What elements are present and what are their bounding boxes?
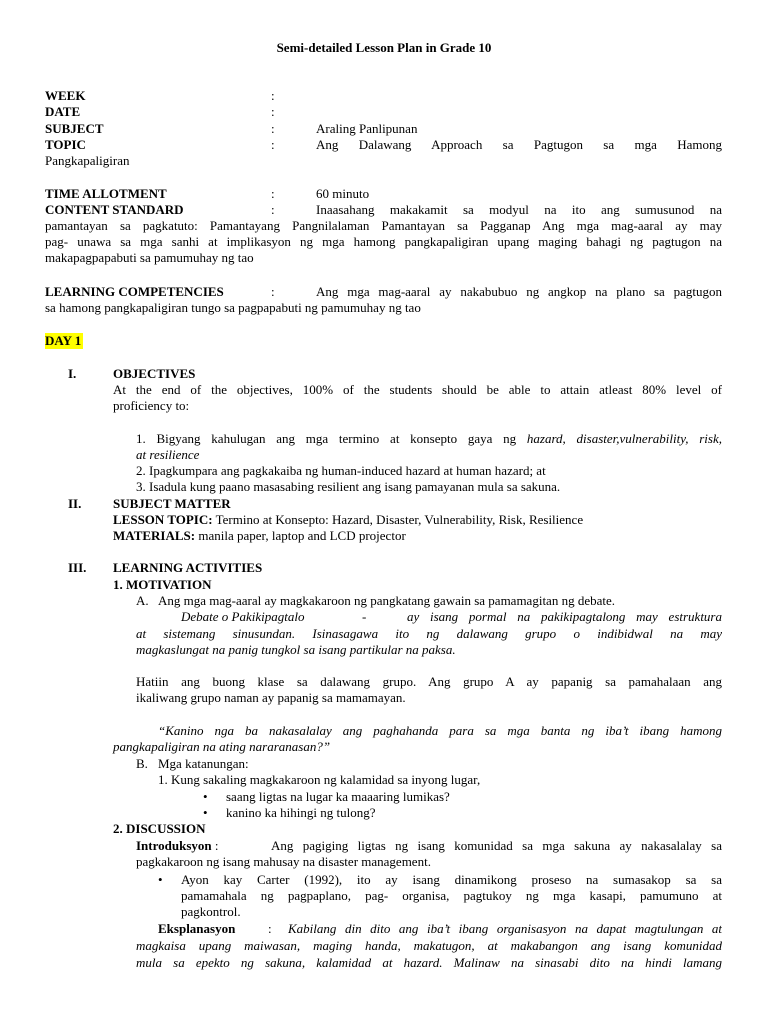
grouping-instruction: Hatiin ang buong klase sa dalawang grupo. Ang grupo A ay papanig sa pamahalaan ang bbox=[136, 674, 722, 689]
bullet-icon: • bbox=[203, 789, 208, 804]
objectives-number: I. bbox=[68, 366, 77, 381]
topic-label: TOPIC bbox=[45, 137, 86, 152]
content-standard-value: Inaasahang makakamit sa modyul na ito ang sumusunod na bbox=[316, 202, 722, 217]
content-standard-line2: pamantayan sa pagkatuto: Pamantayang Pangnilalaman Pamantayan sa Pagganap Ang mga mag-aaral ay may bbox=[45, 218, 722, 233]
lesson-topic: LESSON TOPIC: Termino at Konsepto: Hazard, Disaster, Vulnerability, Risk, Resilience bbox=[113, 512, 584, 527]
objective-item-1: 1. Bigyang kahulugan ang mga termino at konsepto gaya ng hazard, disaster,vulnerability, risk, bbox=[136, 431, 722, 446]
discussion-heading: 2. DISCUSSION bbox=[113, 821, 206, 836]
content-standard-label: CONTENT STANDARD bbox=[45, 202, 184, 217]
item-a-label: A. bbox=[136, 593, 149, 608]
topic-value-cont: Pangkapaligiran bbox=[45, 153, 130, 168]
activities-number: III. bbox=[68, 560, 87, 575]
bullet-icon: • bbox=[203, 805, 208, 820]
objective-item-1-cont: at resilience bbox=[136, 447, 200, 462]
page-title: Semi-detailed Lesson Plan in Grade 10 bbox=[276, 40, 492, 55]
materials: MATERIALS: manila paper, laptop and LCD projector bbox=[113, 528, 406, 543]
date-label: DATE bbox=[45, 104, 81, 119]
debate-question: “Kanino nga ba nakasalalay ang paghahanda para sa mga banta ng iba’t ibang hamong bbox=[158, 723, 722, 738]
debate-dash: - bbox=[362, 609, 367, 624]
carter-definition-line3: pagkontrol. bbox=[181, 904, 241, 919]
week-colon: : bbox=[271, 88, 275, 103]
day-label: DAY 1 bbox=[45, 333, 82, 348]
debate-definition-line2: at sistemang sinusundan. Isinasagawa ito ng dalawang grupo o indibidwal na may bbox=[136, 626, 722, 641]
question-1-bullet-1: saang ligtas na lugar ka maaaring lumikas? bbox=[226, 789, 450, 804]
subject-matter-heading: SUBJECT MATTER bbox=[113, 496, 231, 511]
learning-competencies-line2: sa hamong pangkapaligiran tungo sa pagpapabuti ng pamumuhay ng tao bbox=[45, 300, 421, 315]
objective-item-2: 2. Ipagkumpara ang pagkakaiba ng human-induced hazard at human hazard; at bbox=[136, 463, 546, 478]
objective-item-3: 3. Isadula kung paano masasabing resilient ang isang pamayanan mula sa sakuna. bbox=[136, 479, 561, 494]
learning-competencies-label: LEARNING COMPETENCIES bbox=[45, 284, 224, 299]
eksplanasyon-label: Eksplanasyon bbox=[158, 921, 236, 936]
bullet-icon: • bbox=[158, 872, 163, 887]
objectives-heading: OBJECTIVES bbox=[113, 366, 196, 381]
eksplanasyon-text-line3: mula sa epekto ng sakuna, kalamidad at hazard. Malinaw na sinasabi dito na hindi lamang bbox=[136, 955, 722, 970]
eksplanasyon-text: Kabilang din dito ang iba’t ibang organisasyon na dapat magtulungan at bbox=[288, 921, 722, 936]
eksplanasyon-colon: : bbox=[268, 921, 272, 936]
week-label: WEEK bbox=[45, 88, 86, 103]
topic-value: Ang Dalawang Approach sa Pagtugon sa mga Hamong bbox=[316, 137, 722, 152]
debate-question-cont: pangkapaligiran na ating nararanasan?” bbox=[113, 739, 331, 754]
debate-definition-line3: magkaslungat na panig tungkol sa isang partikular na paksa. bbox=[136, 642, 456, 657]
debate-definition: ay isang pormal na pakikipagtalong may estruktura bbox=[407, 609, 722, 624]
introduksyon-text-cont: pagkakaroon ng isang mahusay na disaster management. bbox=[136, 854, 431, 869]
motivation-heading: 1. MOTIVATION bbox=[113, 577, 212, 592]
item-a-text: Ang mga mag-aaral ay magkakaroon ng pangkatang gawain sa pamamagitan ng debate. bbox=[158, 593, 615, 608]
debate-term: Debate o Pakikipagtalo bbox=[181, 609, 305, 624]
eksplanasyon-text-line2: magkaisa upang maiwasan, maging handa, makatugon, at makabangon ang isang komunidad bbox=[136, 938, 722, 953]
activities-heading: LEARNING ACTIVITIES bbox=[113, 560, 263, 575]
time-value: 60 minuto bbox=[316, 186, 370, 201]
learning-competencies-value: Ang mga mag-aaral ay nakabubuo ng angkop na plano sa pagtugon bbox=[316, 284, 722, 299]
subject-value: Araling Panlipunan bbox=[316, 121, 418, 136]
date-colon: : bbox=[271, 104, 275, 119]
learning-competencies-colon: : bbox=[271, 284, 275, 299]
objectives-intro-cont: proficiency to: bbox=[113, 398, 190, 413]
carter-definition-line2: pamamahala ng pagpaplano, pag- organisa, pagtukoy ng mga kasapi, pamumuno at bbox=[181, 888, 722, 903]
item-b-label: B. bbox=[136, 756, 148, 771]
content-standard-colon: : bbox=[271, 202, 275, 217]
item-b-text: Mga katanungan: bbox=[158, 756, 249, 771]
question-1: 1. Kung sakaling magkakaroon ng kalamidad sa inyong lugar, bbox=[158, 772, 481, 787]
content-standard-line3: pag- unawa sa mga sanhi at implikasyon ng mga hamong pangkapaligiran upang maging bahagi ng pagtugon na bbox=[45, 234, 722, 249]
content-standard-line4: makapagpapabuti sa pamumuhay ng tao bbox=[45, 250, 254, 265]
question-1-bullet-2: kanino ka hihingi ng tulong? bbox=[226, 805, 376, 820]
objectives-intro: At the end of the objectives, 100% of the students should be able to attain atleast 80% level of bbox=[113, 382, 722, 397]
subject-colon: : bbox=[271, 121, 275, 136]
subject-label: SUBJECT bbox=[45, 121, 104, 136]
subject-matter-number: II. bbox=[68, 496, 82, 511]
carter-definition: Ayon kay Carter (1992), ito ay isang dinamikong proseso na sumasakop sa sa bbox=[181, 872, 722, 887]
time-colon: : bbox=[271, 186, 275, 201]
introduksyon-label: Introduksyon : bbox=[136, 838, 219, 853]
introduksyon-text: Ang pagiging ligtas ng isang komunidad sa mga sakuna ay nakasalalay sa bbox=[271, 838, 722, 853]
grouping-instruction-cont: ikaliwang grupo naman ay papanig sa mamamayan. bbox=[136, 690, 406, 705]
time-label: TIME ALLOTMENT bbox=[45, 186, 167, 201]
topic-colon: : bbox=[271, 137, 275, 152]
